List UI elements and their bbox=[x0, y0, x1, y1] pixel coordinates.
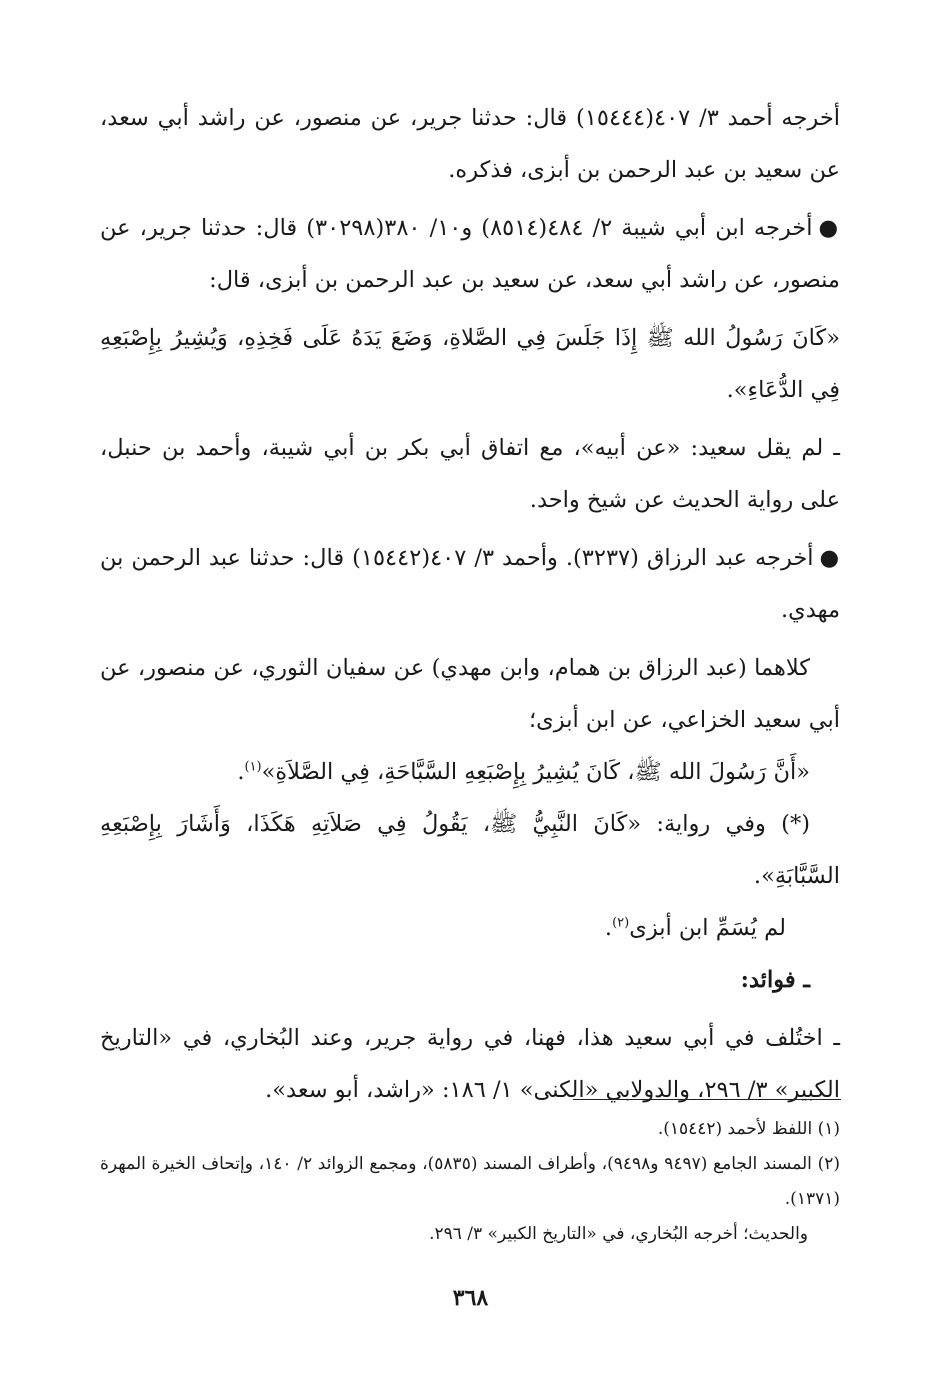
footnote-2: (٢) المسند الجامع (٩٤٩٧ و٩٤٩٨)، وأطراف المسند (٥٨٣٥)، ومجمع الزوائد ٢/ ١٤٠، وإتحاف الخيرة المهرة (١٣٧١). bbox=[100, 1154, 840, 1209]
paragraph-9-text: لم يُسَمِّ ابن أبزى bbox=[629, 915, 786, 941]
period: . bbox=[604, 915, 613, 941]
hadith-text-2-body: «أَنَّ رَسُولَ الله ﷺ، كَانَ يُشِيرُ بِإِصْبَعِهِ السَّبَّاحَةِ، فِي الصَّلاَةِ» bbox=[261, 759, 810, 785]
hadith-text-2 bbox=[100, 746, 840, 798]
paragraph-2-text: أخرجه ابن أبي شيبة ٢/ ٤٨٤(٨٥١٤) و١٠/ ٣٨٠(٣٠٢٩٨) قال: حدثنا جرير، عن منصور، عن راشد أبي سعد، عن سعيد بن عبد الرحمن بن أبزى، قال: bbox=[100, 215, 840, 293]
footnote-1: (١) اللفظ لأحمد (١٥٤٤٢). bbox=[657, 1119, 840, 1139]
footnote-mark-1: (١) bbox=[244, 759, 262, 775]
paragraph-11: ـ اختُلف في أبي سعيد هذا، فهنا، في رواية جرير، وعند البُخاري، في «التاريخ الكبير» ٣/ ٢٩٦، والدولابي «الكنى» ١/ ١٨٦: «راشد، أبو سعد». bbox=[100, 1025, 840, 1103]
footnote-divider bbox=[573, 1099, 841, 1100]
paragraph-1: أخرجه أحمد ٣/ ٤٠٧(١٥٤٤٤) قال: حدثنا جرير، عن منصور، عن راشد أبي سعد، عن سعيد بن عبد الرحمن بن أبزى، فذكره. bbox=[100, 105, 840, 183]
section-heading-benefits: ـ فوائد: bbox=[740, 967, 810, 993]
paragraph-6: كلاهما (عبد الرزاق بن همام، وابن مهدي) عن سفيان الثوري، عن منصور، عن أبي سعيد الخزاعي، عن ابن أبزى؛ bbox=[100, 655, 840, 733]
bullet-icon: ● bbox=[818, 215, 841, 241]
footnotes bbox=[100, 1112, 840, 1252]
period: . bbox=[237, 759, 245, 785]
paragraph-5 bbox=[100, 532, 840, 636]
footnote-2-continued: والحديث؛ أخرجه البُخاري، في «التاريخ الكبير» ٣/ ٢٩٦. bbox=[429, 1224, 808, 1244]
hadith-text-1: «كَانَ رَسُولُ الله ﷺ إِذَا جَلَسَ فِي الصَّلاةِ، وَضَعَ يَدَهُ عَلَى فَخِذِهِ، وَيُشِيرُ بِإِصْبَعِهِ فِي الدُّعَاءِ». bbox=[100, 325, 840, 403]
paragraph-8: (*) وفي رواية: «كَانَ النَّبِيُّ ﷺ، يَقُولُ فِي صَلاَتِهِ هَكَذَا، وَأَشَارَ بِإِصْبَعِهِ السَّبَّابَةِ». bbox=[100, 811, 840, 889]
footnote-mark-2: (٢) bbox=[612, 915, 630, 931]
main-text bbox=[100, 92, 840, 1116]
paragraph-4: ـ لم يقل سعيد: «عن أبيه»، مع اتفاق أبي بكر بن أبي شيبة، وأحمد بن حنبل، على رواية الحديث عن شيخ واحد. bbox=[100, 435, 840, 513]
paragraph-5-text: أخرجه عبد الرزاق (٣٢٣٧). وأحمد ٣/ ٤٠٧(١٥٤٤٢) قال: حدثنا عبد الرحمن بن مهدي. bbox=[100, 545, 840, 623]
paragraph-9 bbox=[100, 902, 840, 954]
page-number: ٣٦٨ bbox=[452, 1285, 489, 1311]
bullet-icon: ● bbox=[819, 545, 841, 571]
paragraph-2 bbox=[100, 202, 840, 306]
